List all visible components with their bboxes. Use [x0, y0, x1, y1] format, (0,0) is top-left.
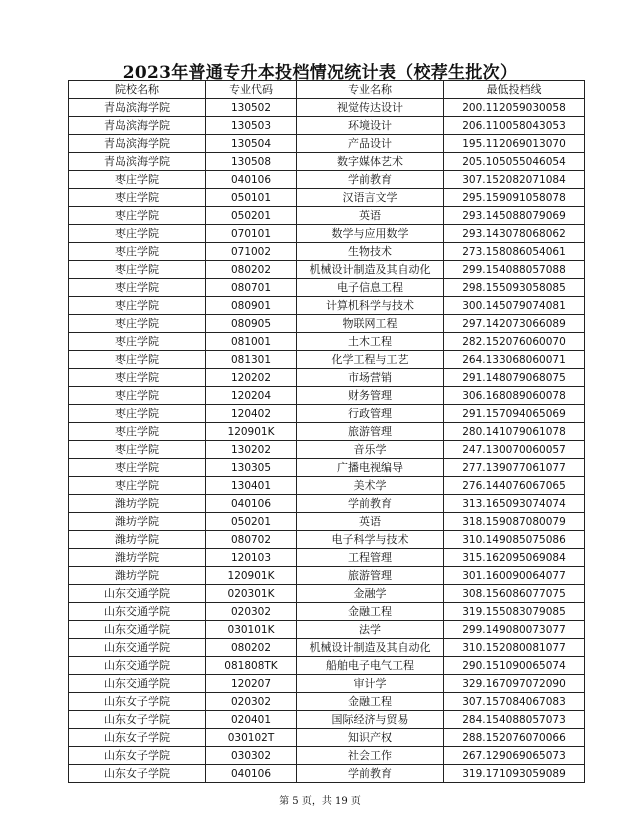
cell-min-score: 288.152076070066 — [444, 729, 585, 747]
cell-school-name: 山东交通学院 — [69, 639, 206, 657]
cell-school-name: 枣庄学院 — [69, 315, 206, 333]
table-row — [69, 99, 585, 117]
cell-min-score: 280.141079061078 — [444, 423, 585, 441]
table-row — [69, 153, 585, 171]
cell-min-score: 277.139077061077 — [444, 459, 585, 477]
cell-major-name: 工程管理 — [297, 549, 444, 567]
cell-school-name: 枣庄学院 — [69, 171, 206, 189]
cell-major-code: 081301 — [206, 351, 297, 369]
cell-min-score: 267.129069065073 — [444, 747, 585, 765]
cell-major-code: 120901K — [206, 423, 297, 441]
cell-major-code: 130401 — [206, 477, 297, 495]
cell-school-name: 山东交通学院 — [69, 603, 206, 621]
cell-major-code: 080702 — [206, 531, 297, 549]
cell-major-name: 视觉传达设计 — [297, 99, 444, 117]
cell-major-code: 020302 — [206, 693, 297, 711]
cell-min-score: 200.112059030058 — [444, 99, 585, 117]
cell-school-name: 潍坊学院 — [69, 567, 206, 585]
table-row — [69, 333, 585, 351]
cell-major-name: 环境设计 — [297, 117, 444, 135]
table-row — [69, 639, 585, 657]
cell-min-score: 301.160090064077 — [444, 567, 585, 585]
cell-min-score: 293.145088079069 — [444, 207, 585, 225]
table-header-row — [69, 81, 585, 99]
cell-school-name: 枣庄学院 — [69, 459, 206, 477]
cell-major-code: 020401 — [206, 711, 297, 729]
cell-min-score: 319.155083079085 — [444, 603, 585, 621]
cell-major-code: 130202 — [206, 441, 297, 459]
cell-school-name: 山东女子学院 — [69, 747, 206, 765]
page-footer: 第 5 页，共 19 页 — [279, 796, 361, 807]
cell-major-code: 030302 — [206, 747, 297, 765]
cell-school-name: 山东女子学院 — [69, 693, 206, 711]
cell-min-score: 206.110058043053 — [444, 117, 585, 135]
cell-min-score: 319.171093059089 — [444, 765, 585, 783]
table-row — [69, 567, 585, 585]
cell-min-score: 310.149085075086 — [444, 531, 585, 549]
table-row — [69, 405, 585, 423]
table-row — [69, 711, 585, 729]
cell-major-name: 学前教育 — [297, 171, 444, 189]
cell-major-name: 学前教育 — [297, 495, 444, 513]
cell-min-score: 329.167097072090 — [444, 675, 585, 693]
header-school-name: 院校名称 — [69, 81, 206, 99]
table-row — [69, 657, 585, 675]
cell-major-name: 英语 — [297, 207, 444, 225]
cell-min-score: 282.152076060070 — [444, 333, 585, 351]
cell-major-code: 040106 — [206, 171, 297, 189]
cell-major-code: 040106 — [206, 495, 297, 513]
cell-major-name: 产品设计 — [297, 135, 444, 153]
cell-major-code: 120204 — [206, 387, 297, 405]
cell-school-name: 山东交通学院 — [69, 657, 206, 675]
cell-major-name: 旅游管理 — [297, 567, 444, 585]
cell-school-name: 山东女子学院 — [69, 729, 206, 747]
cell-major-code: 120402 — [206, 405, 297, 423]
cell-major-name: 行政管理 — [297, 405, 444, 423]
cell-min-score: 318.159087080079 — [444, 513, 585, 531]
table-row — [69, 747, 585, 765]
cell-school-name: 枣庄学院 — [69, 279, 206, 297]
cell-major-name: 计算机科学与技术 — [297, 297, 444, 315]
cell-min-score: 310.152080081077 — [444, 639, 585, 657]
cell-major-name: 市场营销 — [297, 369, 444, 387]
cell-school-name: 枣庄学院 — [69, 261, 206, 279]
cell-school-name: 枣庄学院 — [69, 387, 206, 405]
cell-min-score: 276.144076067065 — [444, 477, 585, 495]
cell-min-score: 205.105055046054 — [444, 153, 585, 171]
cell-min-score: 295.159091058078 — [444, 189, 585, 207]
table-row — [69, 225, 585, 243]
cell-min-score: 264.133068060071 — [444, 351, 585, 369]
table-row — [69, 621, 585, 639]
cell-major-code: 080701 — [206, 279, 297, 297]
cell-school-name: 枣庄学院 — [69, 423, 206, 441]
table-row — [69, 315, 585, 333]
table-row — [69, 351, 585, 369]
cell-major-code: 081001 — [206, 333, 297, 351]
cell-major-code: 120207 — [206, 675, 297, 693]
cell-major-code: 130504 — [206, 135, 297, 153]
cell-major-name: 审计学 — [297, 675, 444, 693]
cell-major-name: 土木工程 — [297, 333, 444, 351]
cell-school-name: 山东交通学院 — [69, 675, 206, 693]
cell-min-score: 291.148079068075 — [444, 369, 585, 387]
table-row — [69, 423, 585, 441]
cell-min-score: 195.112069013070 — [444, 135, 585, 153]
table-row — [69, 477, 585, 495]
cell-major-code: 130305 — [206, 459, 297, 477]
cell-school-name: 枣庄学院 — [69, 189, 206, 207]
cell-min-score: 308.156086077075 — [444, 585, 585, 603]
cell-major-name: 金融工程 — [297, 693, 444, 711]
cell-major-code: 050201 — [206, 513, 297, 531]
cell-major-name: 知识产权 — [297, 729, 444, 747]
header-major-name: 专业名称 — [297, 81, 444, 99]
cell-major-name: 国际经济与贸易 — [297, 711, 444, 729]
cell-school-name: 枣庄学院 — [69, 243, 206, 261]
table-row — [69, 243, 585, 261]
table-row — [69, 117, 585, 135]
cell-school-name: 枣庄学院 — [69, 441, 206, 459]
cell-major-name: 学前教育 — [297, 765, 444, 783]
cell-major-name: 物联网工程 — [297, 315, 444, 333]
cell-major-code: 130502 — [206, 99, 297, 117]
cell-major-code: 080905 — [206, 315, 297, 333]
cell-major-name: 金融学 — [297, 585, 444, 603]
table-row — [69, 729, 585, 747]
cell-major-name: 法学 — [297, 621, 444, 639]
cell-major-code: 050101 — [206, 189, 297, 207]
cell-major-code: 020301K — [206, 585, 297, 603]
table-row — [69, 603, 585, 621]
cell-major-code: 130503 — [206, 117, 297, 135]
cell-min-score: 284.154088057073 — [444, 711, 585, 729]
table-row — [69, 171, 585, 189]
cell-school-name: 青岛滨海学院 — [69, 99, 206, 117]
cell-min-score: 299.149080073077 — [444, 621, 585, 639]
cell-major-name: 电子信息工程 — [297, 279, 444, 297]
cell-min-score: 306.168089060078 — [444, 387, 585, 405]
cell-major-code: 080901 — [206, 297, 297, 315]
cell-school-name: 潍坊学院 — [69, 513, 206, 531]
cell-school-name: 枣庄学院 — [69, 297, 206, 315]
cell-major-name: 船舶电子电气工程 — [297, 657, 444, 675]
table-row — [69, 585, 585, 603]
cell-major-code: 120202 — [206, 369, 297, 387]
cell-major-code: 081808TK — [206, 657, 297, 675]
header-major-code: 专业代码 — [206, 81, 297, 99]
cell-min-score: 313.165093074074 — [444, 495, 585, 513]
cell-school-name: 青岛滨海学院 — [69, 153, 206, 171]
cell-major-name: 机械设计制造及其自动化 — [297, 639, 444, 657]
cell-major-code: 080202 — [206, 261, 297, 279]
cell-min-score: 293.143078068062 — [444, 225, 585, 243]
table-row — [69, 513, 585, 531]
cell-major-code: 020302 — [206, 603, 297, 621]
cell-major-code: 030101K — [206, 621, 297, 639]
cell-major-name: 英语 — [297, 513, 444, 531]
table-row — [69, 369, 585, 387]
table-row — [69, 549, 585, 567]
cell-major-name: 汉语言文学 — [297, 189, 444, 207]
cell-min-score: 297.142073066089 — [444, 315, 585, 333]
cell-major-code: 070101 — [206, 225, 297, 243]
table-row — [69, 495, 585, 513]
table-row — [69, 765, 585, 783]
cell-min-score: 273.158086054061 — [444, 243, 585, 261]
cell-min-score: 247.130070060057 — [444, 441, 585, 459]
cell-major-name: 音乐学 — [297, 441, 444, 459]
cell-school-name: 山东女子学院 — [69, 765, 206, 783]
cell-major-name: 金融工程 — [297, 603, 444, 621]
header-min-score: 最低投档线 — [444, 81, 585, 99]
cell-min-score: 307.152082071084 — [444, 171, 585, 189]
cell-min-score: 290.151090065074 — [444, 657, 585, 675]
cell-school-name: 枣庄学院 — [69, 333, 206, 351]
cell-major-name: 电子科学与技术 — [297, 531, 444, 549]
cell-major-code: 050201 — [206, 207, 297, 225]
cell-major-code: 120901K — [206, 567, 297, 585]
cell-min-score: 307.157084067083 — [444, 693, 585, 711]
cell-major-name: 数字媒体艺术 — [297, 153, 444, 171]
cell-school-name: 山东女子学院 — [69, 711, 206, 729]
cell-min-score: 315.162095069084 — [444, 549, 585, 567]
table-row — [69, 189, 585, 207]
cell-major-name: 数学与应用数学 — [297, 225, 444, 243]
cell-major-code: 071002 — [206, 243, 297, 261]
table-row — [69, 459, 585, 477]
table-row — [69, 279, 585, 297]
cell-school-name: 潍坊学院 — [69, 495, 206, 513]
cell-school-name: 枣庄学院 — [69, 207, 206, 225]
cell-major-code: 130508 — [206, 153, 297, 171]
cell-major-code: 030102T — [206, 729, 297, 747]
cell-school-name: 山东交通学院 — [69, 621, 206, 639]
cell-school-name: 山东交通学院 — [69, 585, 206, 603]
table-row — [69, 207, 585, 225]
cell-min-score: 298.155093058085 — [444, 279, 585, 297]
cell-school-name: 青岛滨海学院 — [69, 117, 206, 135]
cell-school-name: 枣庄学院 — [69, 351, 206, 369]
table-row — [69, 297, 585, 315]
cell-major-name: 美术学 — [297, 477, 444, 495]
table-row — [69, 261, 585, 279]
cell-min-score: 300.145079074081 — [444, 297, 585, 315]
cell-school-name: 枣庄学院 — [69, 405, 206, 423]
cell-school-name: 潍坊学院 — [69, 549, 206, 567]
cell-major-name: 生物技术 — [297, 243, 444, 261]
table-row — [69, 693, 585, 711]
cell-school-name: 青岛滨海学院 — [69, 135, 206, 153]
cell-school-name: 枣庄学院 — [69, 369, 206, 387]
cell-major-name: 广播电视编导 — [297, 459, 444, 477]
table-body — [69, 99, 585, 783]
cell-school-name: 枣庄学院 — [69, 225, 206, 243]
cell-major-code: 120103 — [206, 549, 297, 567]
cell-major-code: 040106 — [206, 765, 297, 783]
table-row — [69, 675, 585, 693]
admission-table — [68, 80, 585, 783]
table-row — [69, 387, 585, 405]
cell-major-name: 机械设计制造及其自动化 — [297, 261, 444, 279]
cell-major-code: 080202 — [206, 639, 297, 657]
table-row — [69, 135, 585, 153]
cell-school-name: 潍坊学院 — [69, 531, 206, 549]
cell-min-score: 299.154088057088 — [444, 261, 585, 279]
cell-major-name: 旅游管理 — [297, 423, 444, 441]
cell-major-name: 社会工作 — [297, 747, 444, 765]
cell-major-name: 化学工程与工艺 — [297, 351, 444, 369]
table-row — [69, 441, 585, 459]
cell-major-name: 财务管理 — [297, 387, 444, 405]
page-title: 2023年普通专升本投档情况统计表（校荐生批次） — [122, 63, 518, 83]
cell-min-score: 291.157094065069 — [444, 405, 585, 423]
cell-school-name: 枣庄学院 — [69, 477, 206, 495]
table-row — [69, 531, 585, 549]
